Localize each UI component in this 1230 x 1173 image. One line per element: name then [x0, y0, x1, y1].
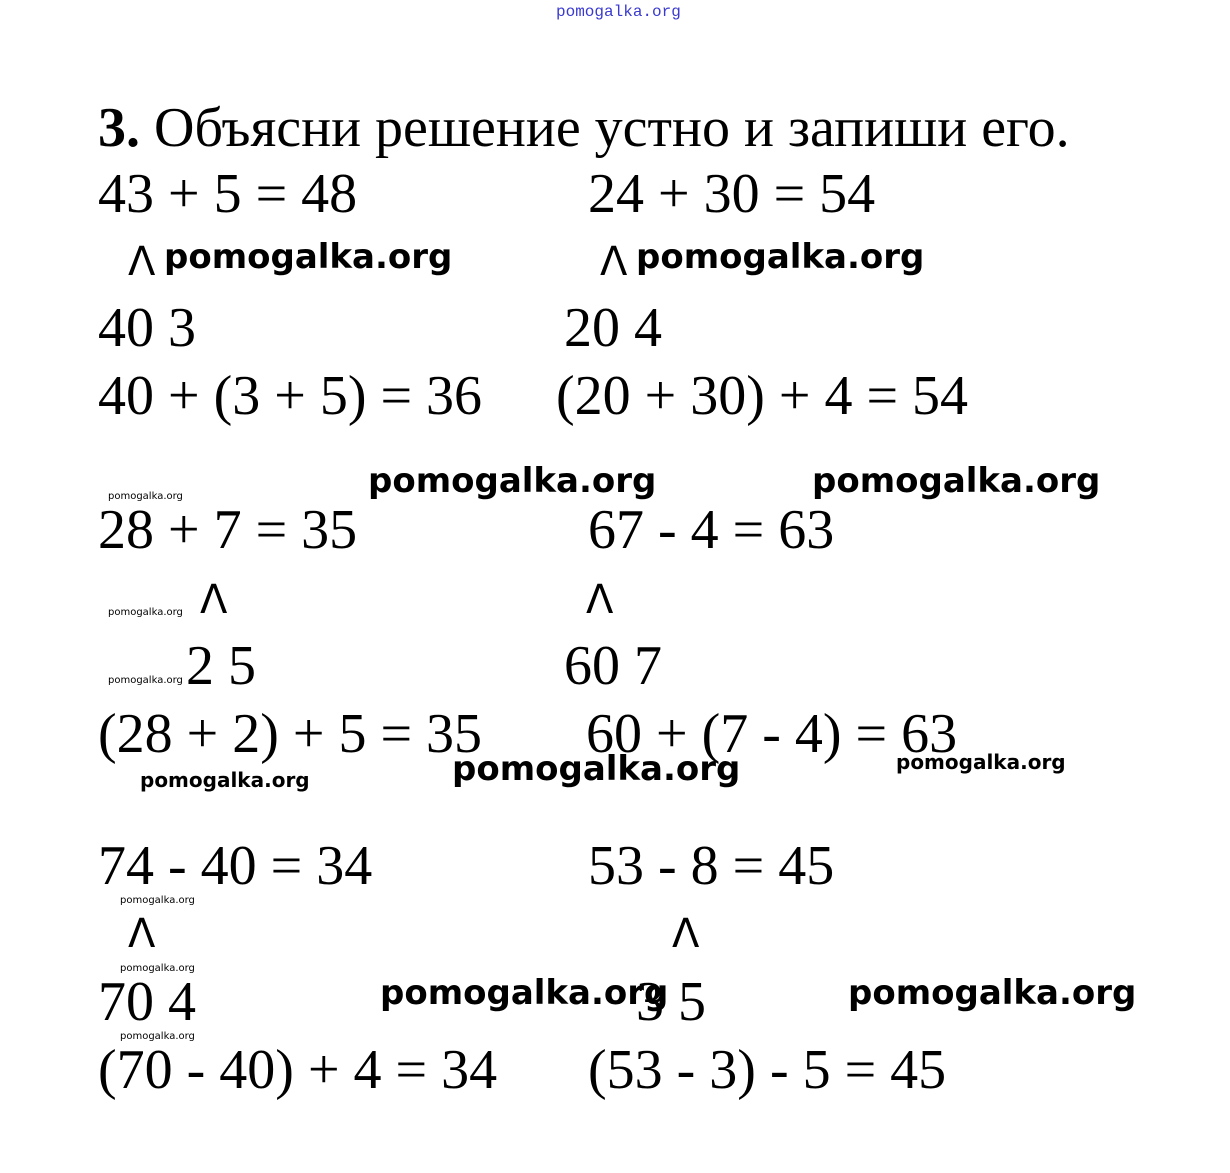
block2-right-split: 60 7 [564, 635, 662, 697]
watermark: pomogalka.org [812, 461, 1101, 501]
watermark: pomogalka.org [368, 461, 657, 501]
block3-left-solution: (70 - 40) + 4 = 34 [98, 1039, 498, 1101]
block3-right-equation: 53 - 8 = 45 [588, 835, 835, 897]
watermark: pomogalka.org [108, 675, 183, 686]
task-title [98, 97, 1070, 159]
block2-left-solution: (28 + 2) + 5 = 35 [98, 703, 483, 765]
watermark: pomogalka.org [452, 749, 741, 789]
watermark: pomogalka.org [120, 895, 195, 906]
watermark-top: pomogalka.org [556, 3, 681, 21]
watermark: pomogalka.org [120, 1031, 195, 1042]
block3-right-split: 3 5 [636, 971, 706, 1033]
watermark: pomogalka.org [896, 750, 1066, 774]
block2-right-caret: Λ [586, 577, 614, 623]
block2-left-equation: 28 + 7 = 35 [98, 499, 358, 561]
watermark: pomogalka.org [120, 963, 195, 974]
watermark: pomogalka.org [108, 607, 183, 618]
watermark: pomogalka.org [848, 973, 1137, 1013]
task-text: Объясни решение устно и запиши его. [154, 97, 1070, 159]
block3-right-solution: (53 - 3) - 5 = 45 [588, 1039, 947, 1101]
watermark: pomogalka.org [164, 237, 453, 277]
watermark: pomogalka.org [108, 491, 183, 502]
block3-left-equation: 74 - 40 = 34 [98, 835, 373, 897]
watermark: pomogalka.org [380, 973, 669, 1013]
block2-left-caret: Λ [200, 577, 228, 623]
block1-right-split: 20 4 [564, 297, 662, 359]
block2-right-equation: 67 - 4 = 63 [588, 499, 835, 561]
block1-right-equation: 24 + 30 = 54 [588, 163, 876, 225]
block1-right-caret: Λ [600, 239, 628, 285]
watermark: pomogalka.org [140, 768, 310, 792]
block3-left-split: 70 4 [98, 971, 196, 1033]
block3-left-caret: Λ [128, 911, 156, 957]
block1-left-caret: Λ [128, 239, 156, 285]
block1-left-solution: 40 + (3 + 5) = 36 [98, 365, 483, 427]
block3-right-caret: Λ [672, 911, 700, 957]
task-number: 3. [98, 97, 140, 159]
block1-right-solution: (20 + 30) + 4 = 54 [556, 365, 969, 427]
watermark: pomogalka.org [636, 237, 925, 277]
block1-left-split: 40 3 [98, 297, 196, 359]
block2-right-solution: 60 + (7 - 4) = 63 [586, 703, 958, 765]
block2-left-split: 2 5 [186, 635, 256, 697]
block1-left-equation: 43 + 5 = 48 [98, 163, 358, 225]
